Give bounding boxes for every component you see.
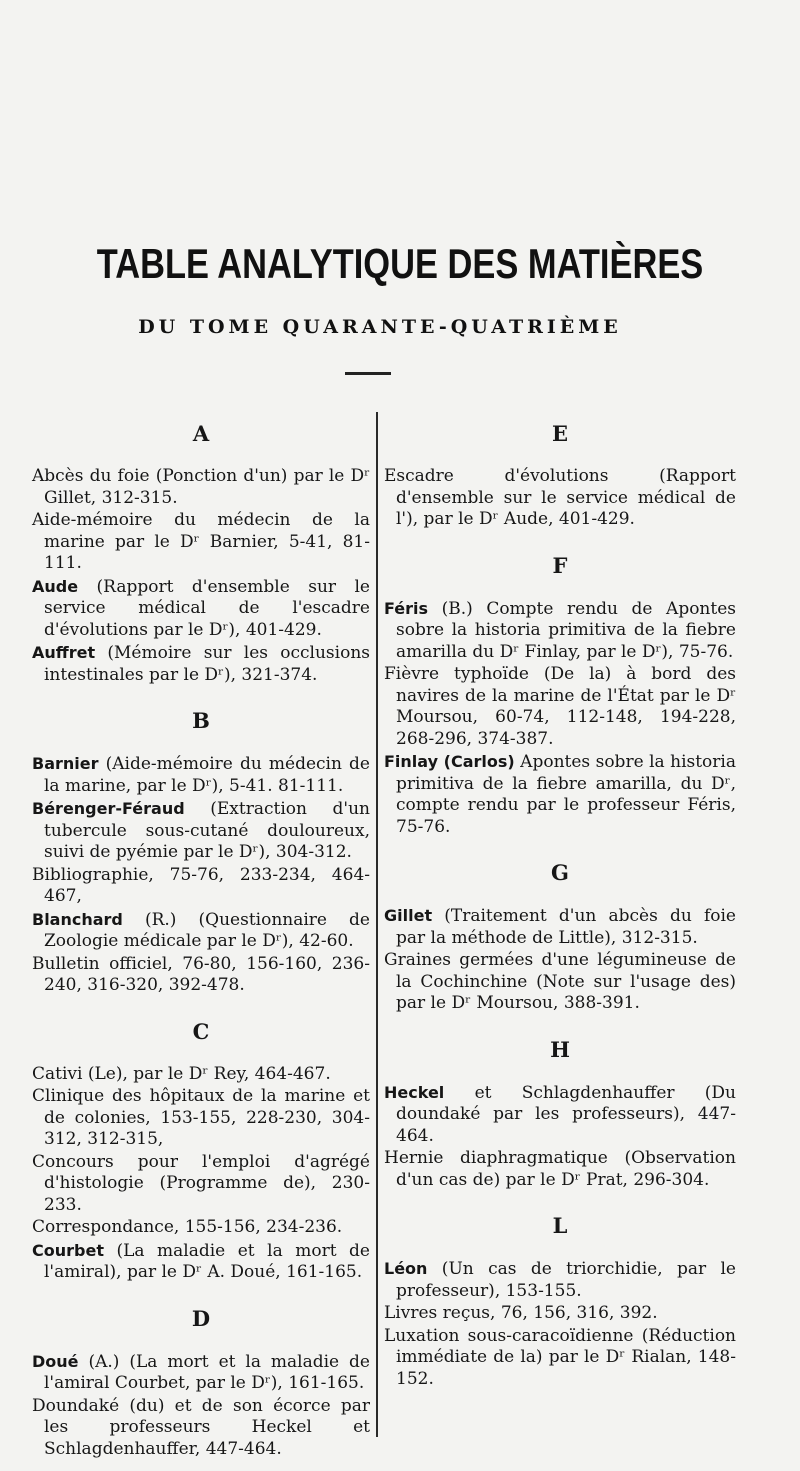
index-entry [32,1064,370,1086]
entry-text: (A.) (La mort et la maladie de l'amiral Courbet, par le Dʳ), 161-165. [44,1351,370,1393]
left-column [32,418,370,1461]
entry-heading: Gillet [384,906,433,925]
entry-text: (Aide-mémoire du médecin de la marine, par le Dʳ), 5-41. 81-111. [44,754,370,796]
section-letter: L [552,1213,568,1238]
section-letter: E [551,421,568,446]
index-entry [32,576,370,642]
index-entry [384,1082,736,1148]
entry-heading: Heckel [384,1082,445,1102]
entry-text: Livres reçus, 76, 156, 316, 392. [384,1303,658,1323]
entry-text: (Rapport d'ensemble sur le service médical de l'escadre d'évolutions par le Dʳ), 401-429. [44,576,370,640]
entry-text: Escadre d'évolutions (Rapport d'ensemble sur le service médical de l'), par le Dʳ Aude, 401-429. [384,466,736,529]
entry-text: (La maladie et la mort de l'amiral), par le Dʳ A. Doué, 161-165. [44,1240,370,1282]
index-entry [384,905,736,949]
section-letter: F [552,552,568,578]
entry-text: (Mémoire sur les occlusions intestinales par le Dʳ), 321-374. [44,643,370,685]
entry-text: Clinique des hôpitaux de la marine et de colonies, 153-155, 228-230, 304-312, 312-315, [32,1086,370,1149]
entry-text: Graines germées d'une légumineuse de la Cochinchine (Note sur l'usage des) par le Dʳ Moursou, 388-391. [384,950,736,1013]
index-entry [32,1240,370,1284]
entry-text: Doundaké (du) et de son écorce par les professeurs Heckel et Schlagdenhauffer, 447-464. [32,1395,370,1459]
entry-text: Luxation sous-caracoïdienne (Réduction immédiate de la) par le Dʳ Rialan, 148-152. [384,1325,736,1389]
entry-text: Bulletin officiel, 76-80, 156-160, 236-240, 316-320, 392-478. [32,953,370,995]
entry-text: et Schlagdenhauffer (Du doundaké par les professeurs), 447-464. [396,1082,736,1146]
entry-heading: Courbet [32,1240,104,1260]
index-entry [32,466,370,509]
entry-text: Abcès du foie (Ponction d'un) par le Dʳ Gillet, 312-315. [32,466,370,508]
page-subtitle: DU TOME QUARANTE-QUATRIÈME [138,316,622,338]
index-entry [384,950,736,1015]
page-title: TABLE ANALYTIQUE DES MATIÈRES [96,240,704,287]
entry-heading: Blanchard [32,909,123,929]
index-entry [32,510,370,575]
section-gap [384,1016,736,1034]
section-gap [32,998,370,1016]
section-gap [384,532,736,550]
entry-heading: Féris [384,598,429,618]
right-column [384,418,736,1391]
entry-heading: Aude [32,576,79,596]
index-entry [32,798,370,864]
entry-heading: Léon [384,1259,428,1278]
index-entry [384,664,736,750]
entry-text: Bibliographie, 75-76, 233-234, 464-467, [32,864,370,906]
title-rule [345,372,391,375]
index-entry [32,954,370,997]
index-entry [384,1258,736,1302]
entry-text: (Un cas de triorchidie, par le professeur), 153-155. [396,1259,736,1301]
entry-heading: Barnier [32,754,99,773]
entry-text: Aide-mémoire du médecin de la marine par le Dʳ Barnier, 5-41, 81-111. [32,510,370,573]
entry-heading: Bérenger-Féraud [32,799,185,818]
index-entry [384,1326,736,1391]
index-entry [384,1303,736,1325]
entry-heading: Finlay (Carlos) [384,752,515,771]
section-letter: H [550,1036,570,1062]
entry-text: Hernie diaphragmatique (Observation d'un cas de) par le Dʳ Prat, 296-304. [384,1148,736,1190]
index-entry [32,753,370,797]
entry-text: (Extraction d'un tubercule sous-cutané douloureux, suivi de pyémie par le Dʳ), 304-312. [44,799,370,862]
entry-text: (R.) (Questionnaire de Zoologie médicale par le Dʳ), 42-60. [44,909,370,951]
entry-text: Fièvre typhoïde (De la) à bord des navires de la marine de l'État par le Dʳ Moursou, 60-74, 112-148, 194-228, 268-296, 374-387. [384,664,736,749]
index-entry [32,1217,370,1239]
index-entry [384,466,736,531]
index-entry [384,751,736,838]
index-entry [32,1152,370,1217]
section-letter: D [191,1305,211,1331]
index-entry [32,865,370,908]
index-entry [32,1396,370,1461]
entry-heading: Doué [32,1351,79,1371]
section-gap [32,1285,370,1303]
entry-text: Concours pour l'emploi d'agrégé d'histologie (Programme de), 230-233. [32,1151,370,1215]
section-letter: C [192,1018,210,1044]
entry-text: Cativi (Le), par le Dʳ Rey, 464-467. [32,1063,331,1084]
index-entry [384,1148,736,1191]
index-entry [32,642,370,686]
index-entry [384,598,736,664]
index-entry [32,909,370,953]
section-gap [384,1192,736,1210]
index-entry [32,1351,370,1395]
section-gap [32,687,370,705]
entry-text: (B.) Compte rendu de Apontes sobre la historia primitiva de la fiebre amarilla du Dʳ Finlay, par le Dʳ), 75-76. [396,598,736,662]
section-letter: G [551,860,569,885]
entry-text: Apontes sobre la historia primitiva de la fiebre amarilla, du Dʳ, compte rendu par le professeur Féris, 75-76. [396,752,736,837]
section-gap [384,839,736,857]
section-letter: B [192,708,210,733]
entry-text: Correspondance, 155-156, 234-236. [32,1217,343,1237]
index-entry [32,1086,370,1151]
column-divider [376,412,378,1437]
section-letter: A [192,421,210,446]
entry-text: (Traitement d'un abcès du foie par la méthode de Little), 312-315. [396,906,736,948]
entry-heading: Auffret [32,643,96,662]
